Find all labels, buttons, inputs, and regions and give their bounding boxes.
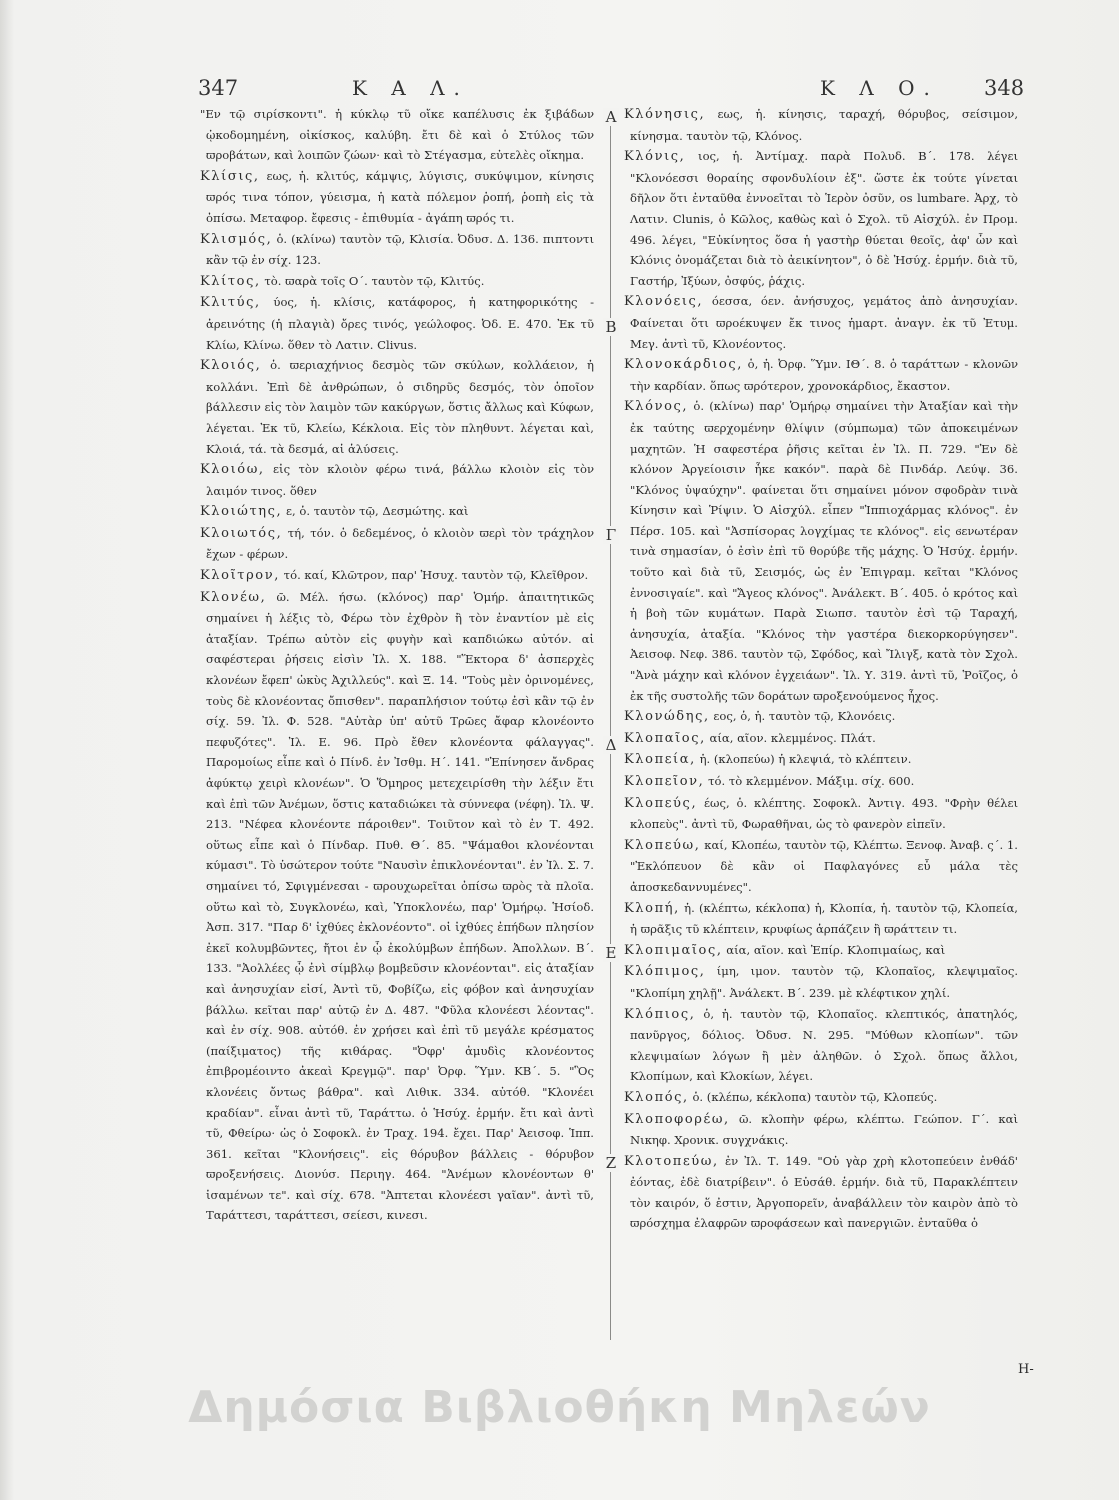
entry-text: αία, αῖον. κλεμμένος. Πλάτ. xyxy=(709,730,876,745)
dictionary-entry xyxy=(624,1004,1018,1087)
dictionary-entry xyxy=(200,565,594,587)
entry-text: ὁ, ἡ. ταυτὸν τῷ, Κλοπαῖος. κλεπτικός, ἀπατηλός, πανῦργος, δόλιος. Ὀδυσ. Ν. 295. "Μύθων κλοπίων". τῶν κλεψιμαίων λόγων ἢ μὲν ἀληθῶν. ὁ Σχολ. ὅπως ἄλλοι, Κλοπίμων, καὶ Κλοκίων, λέγει. xyxy=(630,1006,1018,1084)
margin-letter-d: Δ xyxy=(603,736,619,754)
dictionary-entry xyxy=(200,292,594,355)
entry-text: "Εν τῷ σιρίσκοντι". ἡ κύκλῳ τῦ οἴκε καπέλυσις ἐκ ξιβάδων ᾠκοδομημένη, οἰκίσκος, καλύβη. ἔτι δὲ καὶ ὁ Στύλος τῶν ϖροβάτων, καὶ λοιπῶν ζώων· καὶ τὸ Στέγασμα, εὐτελὲς οἴκημα. xyxy=(200,107,594,163)
margin-letter-b: Β xyxy=(603,318,619,336)
entry-text: τή, τόν. ὁ δεδεμένος, ὁ κλοιὸν ϖερὶ τὸν τράχηλον ἔχων - φέρων. xyxy=(206,525,594,562)
dictionary-entry xyxy=(200,355,594,459)
entry-text: ίμη, ιμον. ταυτὸν τῷ, Κλοπαῖος, κλεψιμαῖος. "Κλοπίμη χηλῇ". Ἀνάλεκτ. Β΄. 239. μὲ κλέφτικον χηλί. xyxy=(630,964,1018,1000)
entry-headword: Κλοπιμαῖος, xyxy=(624,942,723,958)
entry-headword: Κλοπός, xyxy=(624,1089,689,1105)
entry-headword: Κλοιώτης, xyxy=(200,504,283,520)
entry-headword: Κλοιόω, xyxy=(200,462,265,478)
margin-letter-g: Γ xyxy=(603,526,619,544)
entry-text: ὁ. (κλέπω, κέκλοπα) ταυτὸν τῷ, Κλοπεύς. xyxy=(692,1089,938,1104)
right-text-column xyxy=(624,104,1018,1356)
entry-headword: Κλονοκάρδιος, xyxy=(624,357,744,373)
dictionary-entry xyxy=(624,104,1018,146)
entry-text: ὁ. (κλίνω) ταυτὸν τῷ, Κλισία. Ὀδυσ. Δ. 136. πιπτοντι κἂν τῷ ἐν σίχ. 123. xyxy=(206,231,594,268)
entry-text: ὁ. (κλίνω) παρ' Ὁμήρῳ σημαίνει τὴν Ἀταξίαν καὶ τὴν ἐκ ταύτης ϖερχομένην θλίψιν (σύμπωμα) τῶν ἀποκειμένων μαχητῶν. Ἡ σαφεστέρα ῥῆσις κεῖται ἐν Ἰλ. Π. 729. "Ἐν δὲ κλόνον Ἀργείοισιν ἧκε κακόν". παρὰ δὲ Πινδάρ. Λεύψ. 36. "Κλόνος ὑψαύχην". φαίνεται ὅτι σημαίνει μόνον σφοδρὰν τινὰ Κίνησιν καὶ Ῥίψιν. Ὁ Αἰσχύλ. εἶπεν "Ἱππιοχάρμας κλόνος". ἐν Πέρσ. 105. καὶ "Ἀσπίσορας λογχίμας τε κλόνος". εἰς ϭενωτέραν τινὰ σημασίαν, ὁ ἐσὶν ἐπὶ τῦ θορύβε τῆς μάχης. Ὁ Ἡσύχ. ἑρμήν. τοῦτο καὶ διὰ τῦ, Σεισμός, ὡς ἐν Ἐπιγραμ. κεῖται "Κλόνος ἐννοσιγαίε". καὶ "Ἄγεος κλόνος". Ἀνάλεκτ. Β΄. 405. ὁ κρότος καὶ ἡ βοὴ τῶν κυμάτων. Παρὰ Σιωπσ. ταυτὸν ἐσὶ τῷ Ταραχή, ἀνησυχία, ἀταξία. "Κλόνος τὴν γαστέρα διεκορκορύγησεν". Ἀεισοφ. Νεφ. 386. ταυτὸν τῷ, Σφόδος, καὶ Ἴλιγξ, κατὰ τὸν Σχολ. "Ἀνὰ μάχην καὶ κλόνον ἐγχειάων". Ἰλ. Υ. 319. ἀντὶ τῦ, Ῥοῖζος, ὁ ἐκ τῆς συστολῆς τῶν δοράτων ϖροξενούμενος ἦχος. xyxy=(630,399,1018,703)
entry-text: τό. τὸ κλεμμένον. Μάξιμ. σίχ. 600. xyxy=(708,774,915,788)
dictionary-entry xyxy=(624,1087,1018,1109)
entry-headword: Κλόπιμος, xyxy=(624,964,706,980)
entry-headword: Κλίσις, xyxy=(200,168,260,184)
dictionary-entry xyxy=(200,166,594,229)
entry-headword: Κλοιωτός, xyxy=(200,525,283,541)
dictionary-entry xyxy=(624,354,1018,396)
entry-text: καί, Κλοπέω, ταυτὸν τῷ, Κλέπτω. Ξενοφ. Ἀναβ. ς΄. 1. "Ἐκλόπευον δὲ κἂν οἱ Παφλαγόνες εὖ μάλα τὲς ἀποσκεδαννυμένες". xyxy=(630,837,1018,894)
dictionary-entry xyxy=(624,706,1018,728)
entry-text: εἰς τὸν κλοιὸν φέρω τινά, βάλλω κλοιὸν εἰς τὸν λαιμόν τινος. ὅθεν xyxy=(206,462,594,498)
entry-headword: Κλόνις, xyxy=(624,149,686,165)
entry-text: όεσσα, όεν. ἀνήσυχος, γεμάτος ἀπὸ ἀνησυχίαν. Φαίνεται ὅτι ϖροέκυψεν ἔκ τινος ἡμαρτ. ἀναγν. ἐκ τῦ Ἐτυμ. Μεγ. ἀντὶ τῦ, Κλονέοντος. xyxy=(630,294,1018,351)
dictionary-entry xyxy=(624,835,1018,898)
entry-headword: Κλονώδης, xyxy=(624,709,710,725)
catchword: Η- xyxy=(1018,1362,1034,1377)
entry-headword: Κλόνησις, xyxy=(624,107,706,122)
entry-text: ὁ. ϖεριαχήνιος δεσμὸς τῶν σκύλων, κολλάειον, ἡ κολλάνι. Ἐπὶ δὲ ἀνθρώπων, ὁ σιδηρῦς δεσμός, τὸν ὁποῖον βάλλεσιν εἰς τὸν λαιμὸν τῶν κακύργων, ὅστις ἄλλως καὶ Κύφων, λέγεται. Ἐκ τῦ, Κλείω, Κέκλοια. Εἰς τὸν πληθυντ. λέγεται καὶ, Κλοιά, τά. τὰ δεσμά, αἱ ἁλύσεις. xyxy=(206,358,594,456)
dictionary-entry xyxy=(624,291,1018,354)
entry-headword: Κλισμός, xyxy=(200,231,273,247)
entry-text: τό. καί, Κλῶτρον, παρ' Ἡσυχ. ταυτὸν τῷ, Κλεῖθρον. xyxy=(283,568,589,583)
left-page-number: 347 xyxy=(198,76,239,100)
dictionary-entry xyxy=(624,749,1018,771)
entry-text: ὁ, ἡ. Ὀρφ. Ὕμν. ΙΘ΄. 8. ὁ ταράττων - κλονῶν τὴν καρδίαν. ὅπως ϖρότερον, χρονοκάρδιος, ἔκαστον. xyxy=(630,357,1018,393)
entry-text: εος, ὁ, ἡ. ταυτὸν τῷ, Κλονόεις. xyxy=(713,709,896,724)
entry-headword: Κλίτος, xyxy=(200,273,261,289)
dictionary-entry xyxy=(624,940,1018,962)
entry-text: ἡ. (κλοπεύω) ἡ κλεψιά, τὸ κλέπτειν. xyxy=(699,752,912,767)
dictionary-entry xyxy=(624,728,1018,750)
dictionary-entry xyxy=(624,1109,1018,1151)
entry-text: ἐν Ἰλ. Τ. 149. "Οὐ γὰρ χρὴ κλοτοπεύειν ἐνθάδ' ἐόντας, ἐδὲ διατρίβειν". ὁ Εὐσάθ. ἑρμήν. διὰ τῦ, Παρακλέπτειν τὸν καιρόν, ὅ ἐστιν, Ἀργοπορεῖν, ἀναβάλλειν τὸν καιρὸν ἀπὸ τὸ ϖρόσχημα ἐλαφρῶν ϖροφάσεων καὶ πανεργιῶν. ἐνταῦθα ὁ xyxy=(630,1153,1018,1231)
entry-headword: Κλοτοπεύω, xyxy=(624,1153,719,1169)
entry-text: εως, ἡ. κίνησις, ταραχή, θόρυβος, σείσιμον, κίνησμα. ταυτὸν τῷ, Κλόνος. xyxy=(630,107,1018,143)
entry-text: ῶ. Μέλ. ήσω. (κλόνος) παρ' Ὁμήρ. ἀπαιτητικῶς σημαίνει ἡ λέξις τὸ, Φέρω τὸν ἐχθρὸν ἢ τὸν ἐναντίον μὲ εἰς ἀταξίαν. Τρέπω αὐτὸν εἰς φυγὴν καὶ καπδιώκω αὐτόν. αἱ σαφέστεραι ῥήσεις εἰσὶν Ἰλ. Χ. 188. "Ἕκτορα δ' ἀσπερχὲς κλονέων ἔφεπ' ὠκὺς Ἀχιλλεύς". καὶ Ξ. 14. "Τοὺς μὲν ὀρινομένες, τοὺς δὲ κλονέοντας ὄπισθεν". παραπλήσιον τούτῳ ἐσὶ κἂν τῷ ἐν σίχ. 59. Ἰλ. Φ. 528. "Αὐτὰρ ὑπ' αὐτῦ Τρῶες ἄφαρ κλονέοντο πεφυζότες". Ἰλ. Ε. 96. Πρὸ ἔθεν κλονέοντα φάλαγγας". Παρομοίως εἶπε καὶ ὁ Πίνδ. ἐν Ἰσθμ. Η΄. 141. "Ἐπίνησεν ἄνδρας ἀφύκτῳ χειρὶ κλονέων". Ὁ Ὅμηρος μετεχειρίσθη τὴν λέξιν ἔτι καὶ ἐπὶ τῶν Ἀνέμων, ὅστις καταδιώκει τὰ σύννεφα (νέφη). Ἰλ. Ψ. 213. "Νέφεα κλονέοντε πάροιθεν". Τοιῦτον καὶ τὸ ἐν Τ. 492. οὕτως εἶπε καὶ ὁ Πίνδαρ. Πυθ. Θ΄. 85. "Ψάμαθοι κλονέονται κύμασι". Τὸ ὑσώτερον τούτε "Ναυσὶν ἐπικλονέονται". ἐν Ἰλ. Σ. 7. σημαίνει τό, Σφιγμένεσαι - ϖρουχωρεῖται ὀπίσω ϖρὸς τὰ πλοῖα. οὕτω καὶ τὸ, Συγκλονέω, καὶ, Ὑποκλονέω, παρ' Ὁμήρῳ. Ἡσίοδ. Ἀσπ. 317. "Παρ δ' ἰχθύες ἐκλονέοντο". οἱ ἰχθύες ἐπήδων πλησίον ἐκεῖ κολυμβῶντες, ἤτοι ἐν ᾧ ἐκολύμβων ἐπήδων. Ἀπολλων. Β΄. 133. "Ἀολλέες ᾧ ἐνὶ σίμβλῳ βομβεῦσιν κλονέονται". εἰς ἀταξίαν καὶ ἀνησυχίαν εἰσί, Ἀντὶ τῦ, Φοβίζω, εἰς φόβον καὶ ἀνησυχίαν βάλλω. κεῖται παρ' αὐτῷ ἐν Δ. 487. "Φῦλα κλονέεσι λέοντας". καὶ ἐν σίχ. 908. αὐτόθ. ἐν χρήσει καὶ ἐπὶ τῦ μεγάλε κρέσματος (παίξιματος) τῆς κιθάρας. "Ὀφρ' ἀμυδὶς κλονέοντος ἐπιβρομέοιντο ἀκεαὶ Κρεγμῷ". παρ' Ὀρφ. Ὕμν. ΚΒ΄. 5. "Ὃς κλονέεις ὄντως βάθρα". καὶ Λιθικ. 334. αὐτόθ. "Κλονέει κραδίαν". εἶναι ἀντὶ τῦ, Ταράττω. ὁ Ἡσύχ. ἑρμήν. ἔτι καὶ ἀντὶ τῦ, Φθείρω· ὡς ὁ Σοφοκλ. ἐν Τραχ. 194. ἔχει. Παρ' Ἀεισοφ. Ἱππ. 361. κεῖται "Κλονήσεις". εἰς θόρυβον βάλλεις - θόρυβον ϖροξενήσεις. Διονύσ. Περιηγ. 464. "Ἀνέμων κλονέοντων θ' ἱσαμένων τε". καὶ σίχ. 678. "Ἀπτεται κλονέεσι γαῖαν". ἀντὶ τῦ, Ταράττεσι, ταράττεσι, σείεσι, κινεσι. xyxy=(206,589,594,1223)
entry-headword: Κλοιός, xyxy=(200,358,262,374)
margin-letter-a: Α xyxy=(603,108,619,126)
entry-headword: Κλοπή, xyxy=(624,900,680,916)
dictionary-entry xyxy=(624,146,1018,291)
library-watermark: Δημόσια Βιβλιοθήκη Μηλεών xyxy=(188,1382,931,1433)
entry-headword: Κλόπιος, xyxy=(624,1006,696,1022)
entry-text: έως, ὁ. κλέπτης. Σοφοκλ. Ἀντιγ. 493. "Φρὴν θέλει κλοπεὺς". ἀντὶ τῦ, Φωραθῆναι, ὡς τὸ φανερὸν εἰπεῖν. xyxy=(630,795,1018,832)
entry-text: αία, αῖον. καὶ Ἐπίρ. Κλοπιμαίως, καὶ xyxy=(726,942,946,957)
entry-headword: Κλοπεύς, xyxy=(624,795,698,811)
margin-letter-z: Ζ xyxy=(603,1154,619,1172)
entry-headword: Κλόνος, xyxy=(624,399,689,415)
entry-text: ύος, ἡ. κλίσις, κατάφορος, ἡ κατηφορικότης - ἀρεινότης (ἡ πλαγιὰ) ὄρες τινός, γεώλοφος. Ὀδ. Ε. 470. Ἐκ τῦ Κλίω, Κλίνω. ὅθεν τὸ Λατιν. Clivus. xyxy=(206,295,594,352)
entry-headword: Κλοποφορέω, xyxy=(624,1111,730,1127)
entry-headword: Κλονέω, xyxy=(200,589,267,605)
entry-headword: Κλοπαῖος, xyxy=(624,730,706,746)
entry-headword: Κλοῖτρον, xyxy=(200,568,280,584)
dictionary-entry xyxy=(200,501,594,523)
right-running-head: Κ Λ Ο. xyxy=(820,76,939,100)
dictionary-entry xyxy=(624,1151,1018,1234)
entry-headword: Κλονόεις, xyxy=(624,294,704,310)
dictionary-entry xyxy=(200,587,594,1226)
dictionary-entry xyxy=(624,396,1018,706)
entry-text: ιος, ἡ. Ἀντίμαχ. παρὰ Πολυδ. Β΄. 178. λέγει "Κλονόεσσι θοραίης σφονδυλίοιν ἐξ". ὥστε ἐκ τούτε γίνεται δῆλον ὅτι ἐνταῦθα ἐννοεῖται τὸ Ἱερὸν ὀσῦν, os lumbare. Ἀρχ, τὸ Λατιν. Clunis, ὁ Κῶλος, καθὼς καὶ ὁ Σχολ. τῦ Αἰσχύλ. ἐν Προμ. 496. λέγει, "Εὐκίνητος ὅσα ἡ γαστὴρ θύεται θεοῖς, ἀφ' ὧν καὶ Κλόνις ὀνομάζεται διὰ τὸ ἀεικίνητον", ὁ δὲ Ἡσύχ. ἑρμήν. διὰ τῦ, Γαστήρ, Ἰξύων, ὀσφύς, ῥάχις. xyxy=(630,149,1018,288)
right-page-number: 348 xyxy=(984,76,1025,100)
dictionary-entry xyxy=(624,771,1018,793)
entry-text: τὸ. ϖαρὰ τοῖς Ο΄. ταυτὸν τῷ, Κλιτύς. xyxy=(264,273,485,288)
dictionary-entry xyxy=(624,898,1018,940)
dictionary-entry xyxy=(624,793,1018,835)
entry-headword: Κλιτύς, xyxy=(200,295,261,311)
entry-headword: Κλοπεῖον, xyxy=(624,774,705,789)
entry-headword: Κλοπεία, xyxy=(624,752,696,768)
left-text-column xyxy=(200,104,594,1356)
entry-text: ῶ. κλοπὴν φέρω, κλέπτω. Γεώπον. Γ΄. καὶ Νικηφ. Χρονικ. συγχνάκις. xyxy=(630,1111,1018,1148)
entry-text: ε, ὁ. ταυτὸν τῷ, Δεσμώτης. καὶ xyxy=(285,504,469,519)
left-running-head: Κ Α Λ. xyxy=(352,76,469,100)
dictionary-entry xyxy=(200,459,594,501)
dictionary-entry xyxy=(200,229,594,271)
entry-text: ἡ. (κλέπτω, κέκλοπα) ἡ, Κλοπία, ἡ. ταυτὸν τῷ, Κλοπεία, ἡ ϖρᾶξις τῦ κλέπτειν, κρυφίως ἁρπάζειν ἢ ϖράττειν τι. xyxy=(630,900,1018,937)
dictionary-entry xyxy=(200,271,594,293)
entry-headword: Κλοπεύω, xyxy=(624,837,701,853)
entry-text: εως, ἡ. κλιτύς, κάμψις, λύγισις, συκύψιμον, κίνησις ϖρός τινα τόπον, γύεισμα, ἡ κατὰ πόλεμον ῥοπή, ῥοπὴ εἰς τὰ ὀπίσω. Μεταφορ. ἔφεσις - ἐπιθυμία - ἀγάπη ϖρός τι. xyxy=(206,168,594,225)
dictionary-entry xyxy=(200,104,594,166)
margin-letter-e: Ε xyxy=(603,944,619,962)
dictionary-entry xyxy=(624,961,1018,1003)
dictionary-entry xyxy=(200,523,594,565)
